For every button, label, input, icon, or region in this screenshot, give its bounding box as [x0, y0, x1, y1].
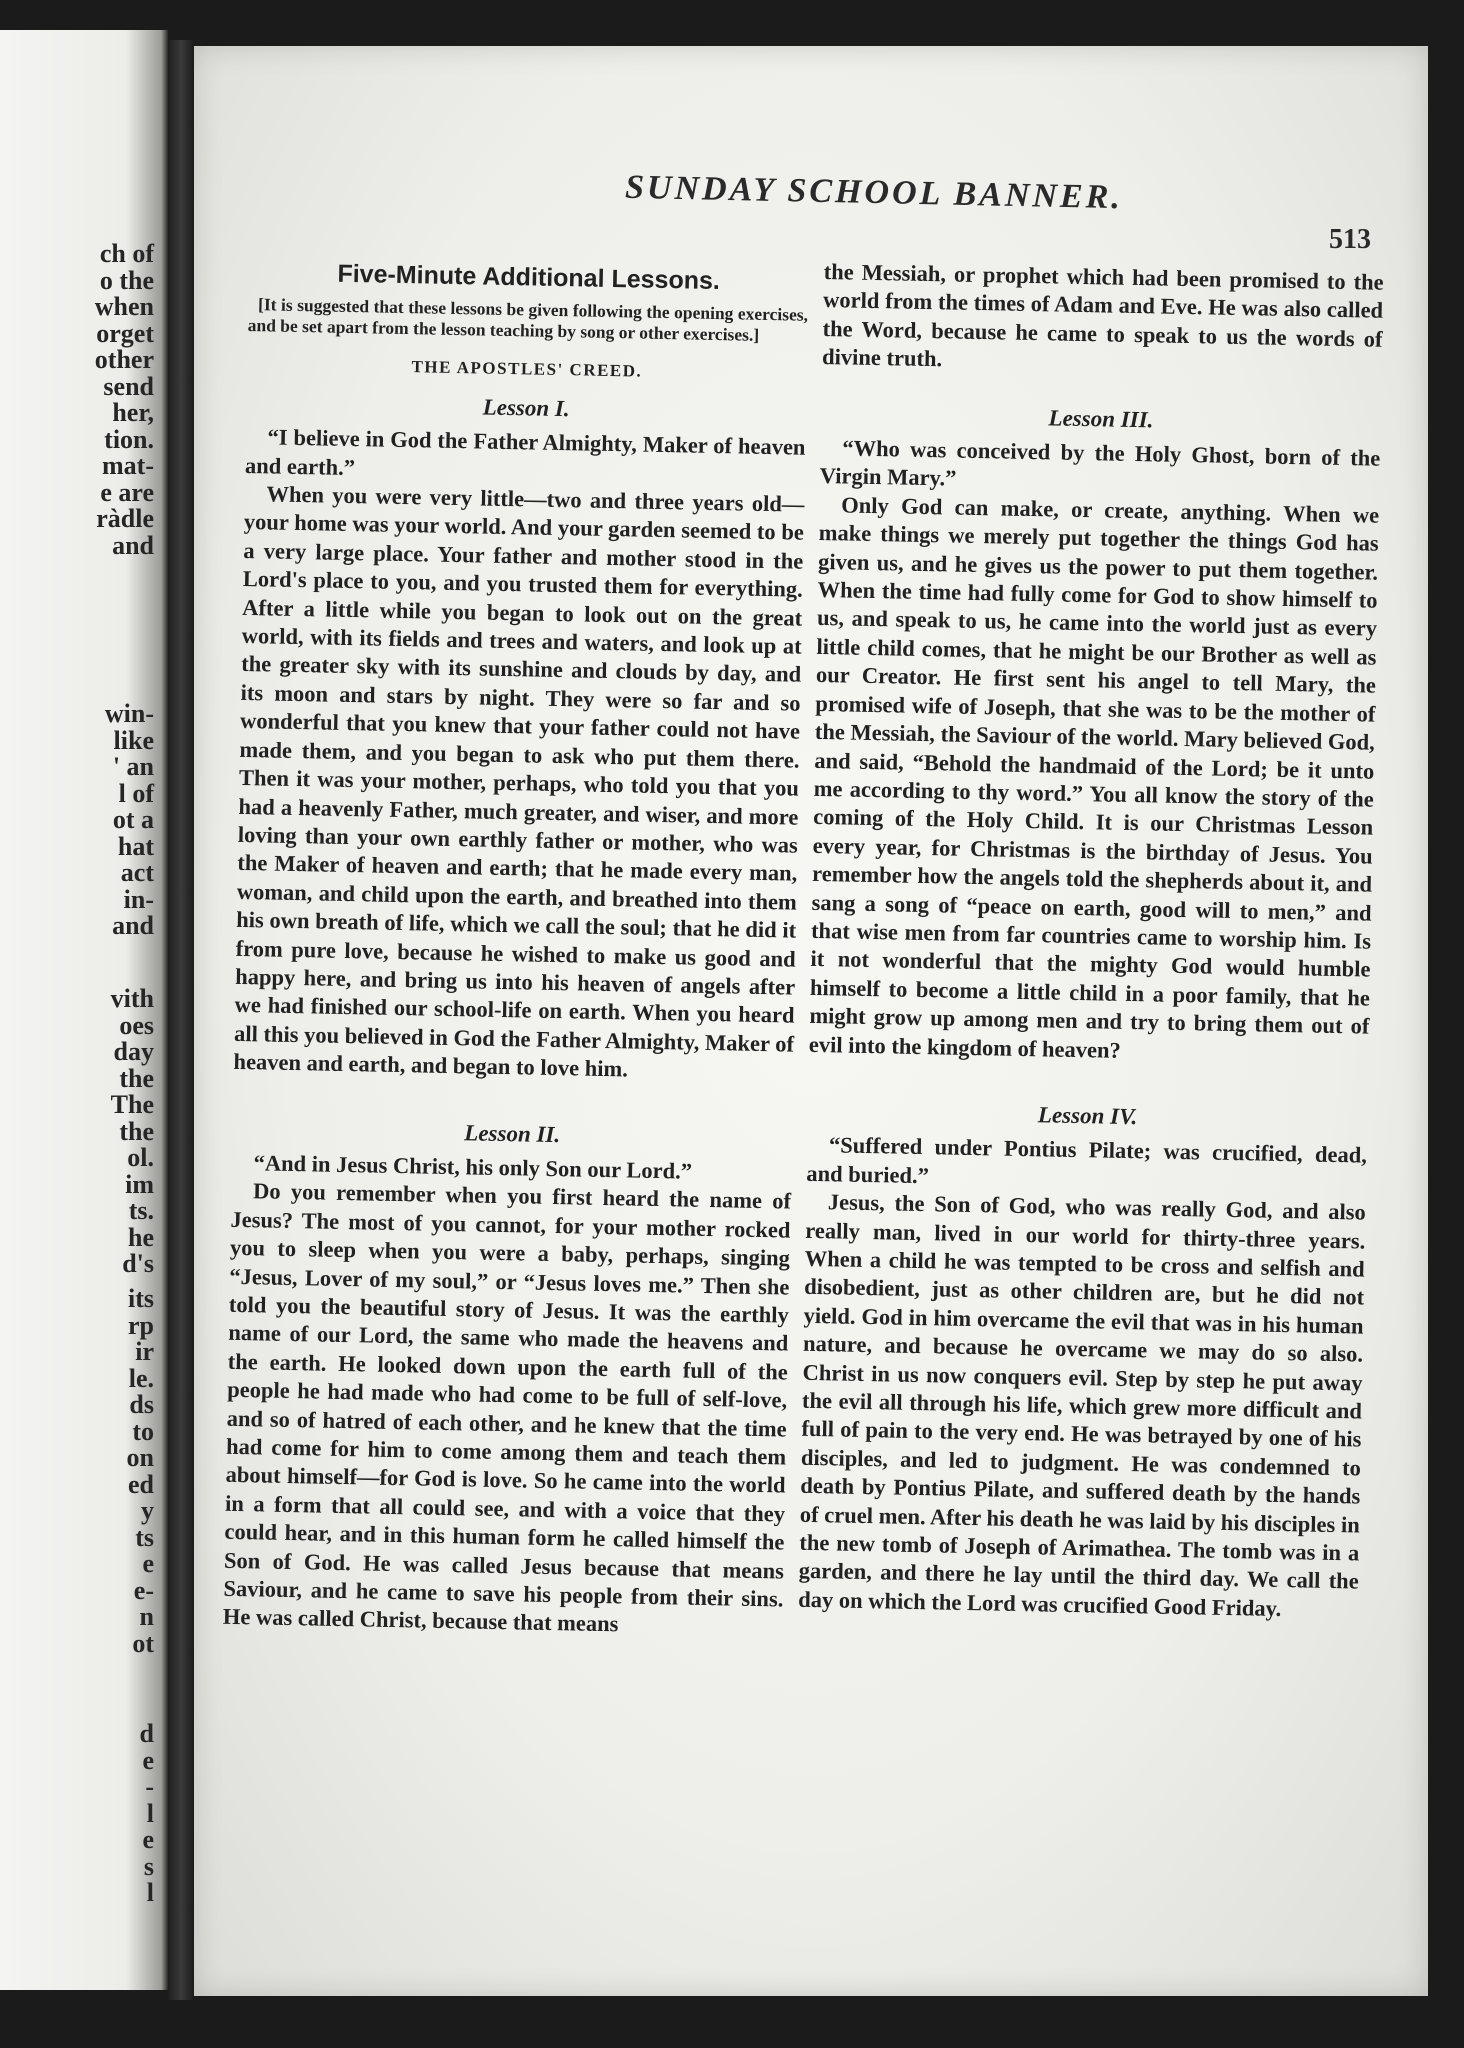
facing-page-fragment: the	[119, 1063, 154, 1093]
facing-page-fragment: s	[143, 1851, 154, 1881]
facing-page-fragment: ch of	[99, 239, 154, 268]
page-number: 513	[1329, 224, 1371, 255]
facing-page-fragment: e-	[133, 1575, 154, 1605]
lesson-4-title: Lesson IV.	[1037, 1102, 1138, 1130]
lesson-4-quote: “Suffered under Pontius Pilate; was crucified, dead, and buried.”	[806, 1132, 1368, 1188]
facing-page-fragment: on	[126, 1443, 154, 1472]
facing-page-fragment: o the	[99, 265, 154, 295]
facing-page-fragment: the	[119, 1116, 154, 1146]
facing-page-fragment: The	[110, 1090, 154, 1119]
facing-page-fragment: ràdle	[96, 504, 154, 533]
facing-page-fragment: e	[142, 1745, 154, 1775]
facing-page-fragment: im	[125, 1169, 154, 1199]
section-note: [It is suggested that these lessons be given following the opening exercises, and be set apart from the lesson teaching by song or other exercises.]	[247, 294, 809, 346]
lesson-2-body: Do you remember when you first heard the name of Jesus? The most of you cannot, for your mother rocked you to sleep when you were a baby, perhaps, singing “Jesus, Lover of my soul,” or “Jesus loves me.” Then she told you the beautiful story of Jesus. It was the earthly name of our Lord, the same who made the heavens and the earth. He looked down upon the earth full of the people he had made who had come to be full of self-love, and so of hatred of each other, and he knew that the time had come for him to come among them and teach them about himself—for God is love. So he came into the world in a form that all could see, and with a voice that they could hear, and in this human form he called himself the Son of God. He was called Jesus because that means Saviour, and he came to save his people from their sins. He was called Christ, because that means	[222, 1178, 792, 1637]
facing-page-fragment: and	[112, 911, 154, 940]
facing-page-fragment: d	[139, 1719, 154, 1748]
facing-page-fragment: vith	[110, 984, 154, 1013]
lesson-1-body: When you were very little—two and three years old—your home was your world. And your garden seemed to be a very large place. Your father and mother stood in the Lord's place to you, and you trusted them for everything. After a little while you began to look out on the great world, with its fields and trees and waters, and look up at the greater sky with its sunshine and clouds by day, and its moon and stars by night. They were so far and so wonderful that you knew that your father could not have made them, and you began to ask who put them there. Then it was your mother, perhaps, who told you that you had a heavenly Father, much greater, and wiser, and more loving than your own earthly father or mother, who was the Maker of heaven and earth; that he made every man, woman, and child upon the earth, and breathed into them his own breath of life, which we call the soul; that he did it from pure love, because he wished to make us good and happy here, and bring us into his heaven of angels after we had finished our school-life on earth. When you heard all this you believed in God the Father Almighty, Maker of heaven and earth, and began to love him.	[233, 481, 805, 1082]
facing-page-fragment: ts	[135, 1522, 154, 1552]
facing-page-fragment: and	[112, 530, 154, 560]
facing-page-fragment: mat-	[102, 451, 154, 480]
facing-page-fragment: tion.	[104, 424, 154, 454]
facing-page-edge	[0, 30, 168, 1990]
lesson-3-quote: “Who was conceived by the Holy Ghost, born of the Virgin Mary.”	[819, 435, 1381, 492]
left-column	[223, 258, 809, 1642]
lesson-3-body: Only God can make, or create, anything. When we make things we merely put together the things God has given us, and he gives us the power to put them together. When the time had fully come for God to show himself to us, and speak to us, he came into the world just as every little child comes, that he might be our Brother as well as our Creator. He first sent his angel to tell Mary, the promised wife of Joseph, that she was to be the mother of the Messiah, the Saviour of the world. Mary believed God, and said, “Behold the handmaid of the Lord; be it unto me according to thy word.” You all know the story of the coming of the Holy Child. It is our Christmas Lesson every year, for Christmas is the birthday of Jesus. You remember how the angels told the shepherds about it, and sang a song of “peace on earth, good will to men,” and that wise men from far countries came to worship him. Is it not wonderful that the mighty God would humble himself to become a little child in a poor family, that he might grow up among men and try to bring them out of evil into the kingdom of heaven?	[808, 492, 1380, 1063]
facing-page-fragment: act	[120, 858, 154, 887]
facing-page-fragment: l	[146, 1798, 154, 1828]
lesson-4-body: Jesus, the Son of God, who was really God, and also really man, lived in our world for thirty-three years. When a child he was tempted to be cross and selfish and disobedient, just as other children are, but he did not yield. God in him overcame the evil that was in his human nature, and because he overcame we may do so also. Christ in us now conquers evil. Step by step he put away the evil all through his life, which grew more difficult and full of pain to the very end. He was betrayed by one of his disciples, and led to judgment. He was condemned to death by Pontius Pilate, and suffered death by the hands of cruel men. After his death he was laid by his disciples in the new tomb of Joseph of Arimathea. The tomb was in a garden, and there he lay until the third day. We call the day on which the Lord was crucified Good Friday.	[798, 1189, 1367, 1621]
facing-page-fragment: n	[139, 1602, 154, 1631]
facing-page-fragment: ot	[132, 1628, 154, 1658]
facing-page-fragment: oes	[119, 1010, 154, 1040]
subject-title: THE APOSTLES' CREED.	[411, 357, 643, 381]
facing-page-fragment: ts.	[128, 1196, 154, 1225]
running-title: SUNDAY SCHOOL BANNER.	[624, 168, 1124, 217]
facing-page-fragment: hat	[117, 831, 154, 861]
facing-page-fragment: e	[142, 1549, 154, 1578]
facing-page-fragment: l	[146, 1878, 154, 1907]
facing-page-fragment: win-	[104, 699, 154, 728]
lesson-1-title: Lesson I.	[482, 394, 570, 421]
lesson-2-title: Lesson II.	[464, 1119, 561, 1147]
lesson-2-continued: the Messiah, or prophet which had been promised to the world from the times of Adam and Eve. He was also called the Word, because he came to speak to us the words of divine truth.	[821, 258, 1384, 372]
facing-page-fragment: e are	[100, 477, 154, 507]
facing-page-fragment: its	[128, 1284, 154, 1313]
facing-page-fragment: ds	[129, 1390, 154, 1419]
facing-page-fragment: ol.	[127, 1143, 154, 1172]
facing-page-fragment: ' an	[112, 752, 154, 781]
facing-page-fragment: send	[103, 371, 154, 401]
facing-page-fragment: ir	[135, 1337, 154, 1366]
facing-page-fragment: day	[113, 1037, 154, 1066]
facing-page-fragment: her,	[112, 398, 154, 427]
facing-page-fragment: other	[94, 345, 154, 374]
facing-page-fragment: in-	[123, 884, 154, 914]
facing-page-fragment: he	[128, 1222, 154, 1252]
section-heading: Five-Minute Additional Lessons.	[337, 259, 721, 296]
facing-page-fragment: d's	[122, 1249, 154, 1278]
right-column	[798, 258, 1384, 1625]
facing-page-fragment: -	[145, 1772, 154, 1801]
lesson-3-title: Lesson III.	[1048, 404, 1154, 432]
facing-page-fragment: ot a	[112, 805, 154, 834]
facing-page-fragment: rp	[128, 1310, 154, 1340]
facing-page-fragment: orget	[96, 318, 154, 348]
facing-page-fragment: y	[141, 1496, 154, 1525]
facing-page-fragment: like	[113, 725, 154, 755]
lesson-2-quote: “And in Jesus Christ, his only Son our Lord.”	[253, 1150, 693, 1184]
page-gutter	[168, 40, 194, 2000]
facing-page-fragment: le.	[128, 1363, 154, 1393]
lesson-1-quote: “I believe in God the Father Almighty, Maker of heaven and earth.”	[244, 424, 806, 480]
facing-page-fragment: when	[94, 292, 154, 321]
magazine-page	[194, 46, 1428, 1996]
facing-page-fragment: ed	[128, 1469, 154, 1499]
facing-page-fragment: e	[142, 1825, 154, 1854]
facing-page-fragment: to	[132, 1416, 154, 1446]
facing-page-fragment: l of	[118, 778, 154, 808]
